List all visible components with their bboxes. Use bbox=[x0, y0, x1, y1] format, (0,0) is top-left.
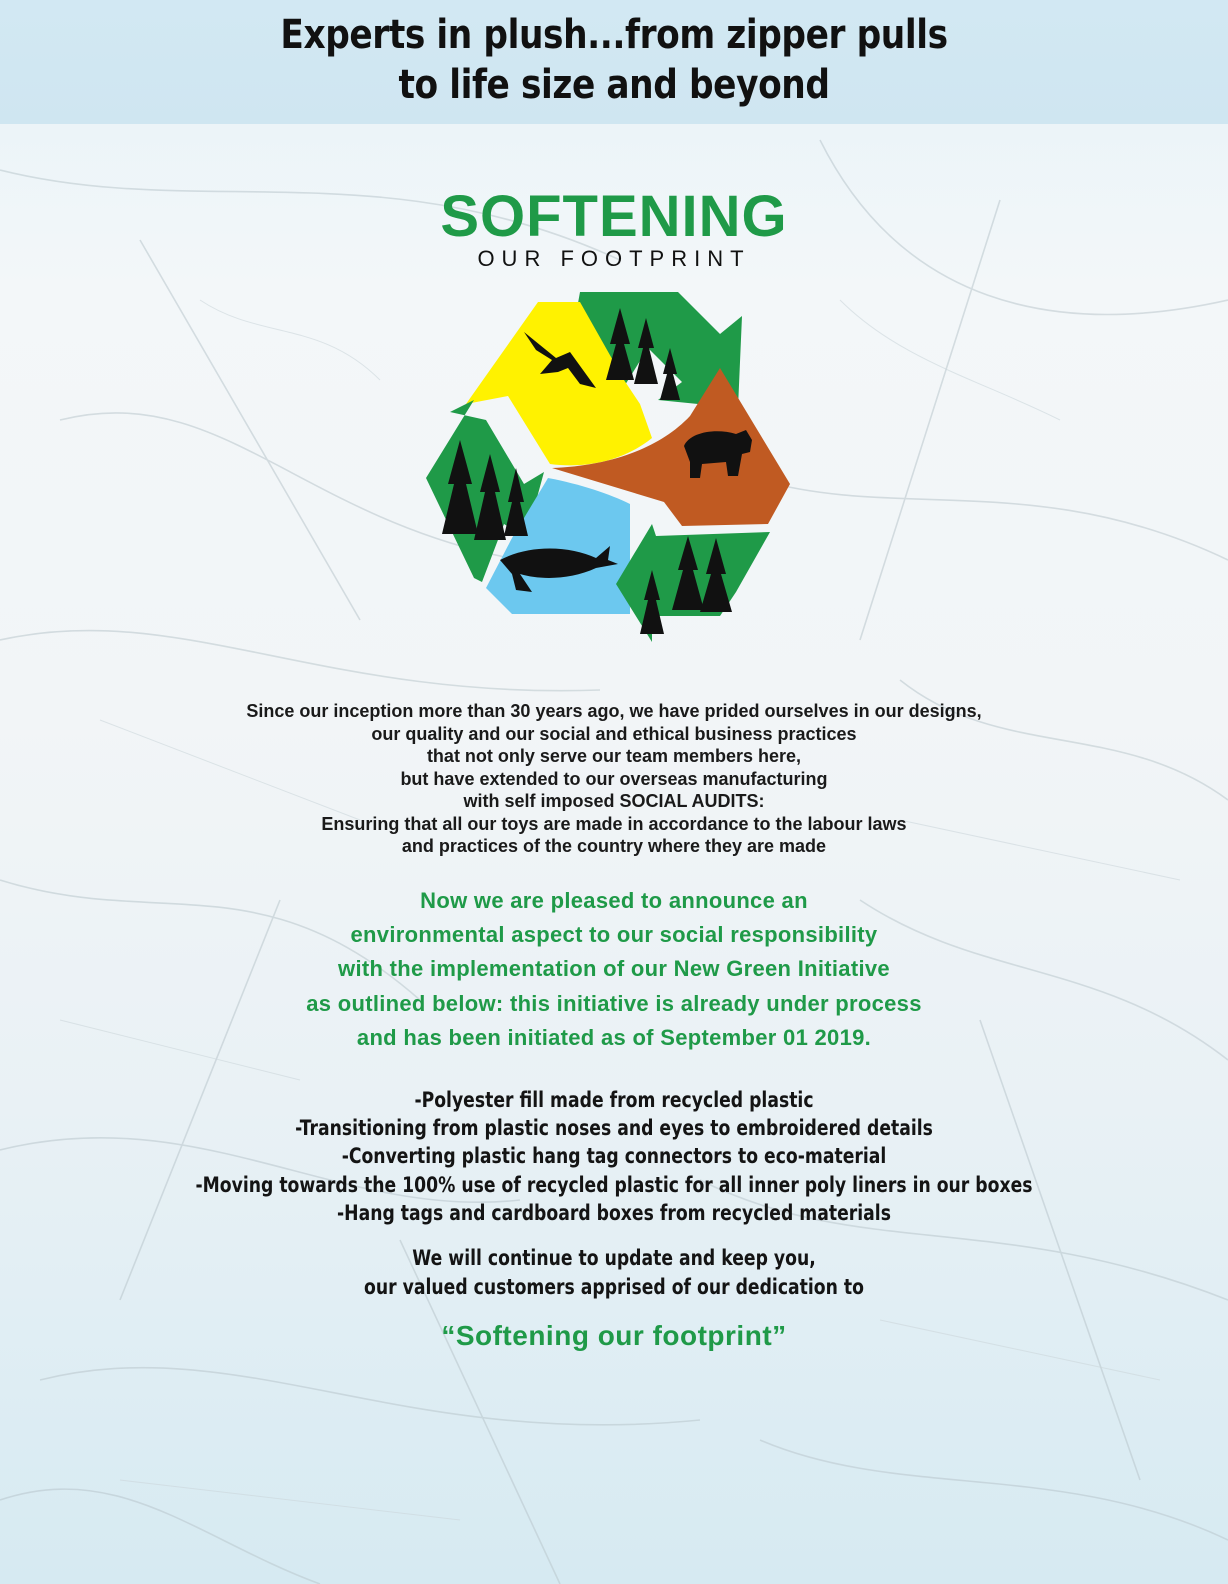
announcement-line: and has been initiated as of September 01 2019. bbox=[356, 1024, 872, 1050]
intro-paragraph bbox=[0, 700, 1228, 858]
headline bbox=[86, 10, 1142, 110]
closing-line-1: We will continue to update and keep you, bbox=[412, 1246, 816, 1270]
intro-line: our quality and our social and ethical business practices bbox=[371, 723, 857, 744]
tagline: “Softening our footprint” bbox=[441, 1320, 787, 1351]
headline-line-2: to life size and beyond bbox=[398, 62, 830, 108]
announcement-line: as outlined below: this initiative is already under process bbox=[306, 990, 922, 1016]
announcement-line: environmental aspect to our social responsibility bbox=[350, 922, 878, 948]
initiative-item: -Hang tags and cardboard boxes from recycled materials bbox=[337, 1200, 891, 1225]
green-initiative-announcement bbox=[0, 884, 1228, 1055]
initiative-item: -Converting plastic hang tag connectors to eco-material bbox=[341, 1144, 887, 1169]
intro-line: that not only serve our team members here, bbox=[426, 746, 802, 766]
intro-line: Since our inception more than 30 years ago, we have prided ourselves in our designs, bbox=[246, 701, 982, 721]
initiative-item: -Polyester fill made from recycled plastic bbox=[414, 1088, 814, 1112]
closing-statement bbox=[111, 1244, 1118, 1302]
announcement-line: with the implementation of our New Green Initiative bbox=[338, 956, 890, 982]
closing-line-2: our valued customers apprised of our dedication to bbox=[364, 1275, 864, 1299]
announcement-line: Now we are pleased to announce an bbox=[420, 888, 808, 913]
intro-line: and practices of the country where they are made bbox=[401, 836, 827, 856]
initiatives-list bbox=[111, 1086, 1118, 1227]
recycle-nature-icon bbox=[420, 288, 800, 648]
intro-line: with self imposed SOCIAL AUDITS: bbox=[463, 791, 765, 811]
intro-line: but have extended to our overseas manufacturing bbox=[400, 768, 828, 789]
intro-line: Ensuring that all our toys are made in accordance to the labour laws bbox=[321, 813, 907, 834]
logo-subtitle: OUR FOOTPRINT bbox=[477, 246, 751, 271]
initiative-item: -Transitioning from plastic noses and eyes to embroidered details bbox=[295, 1116, 933, 1141]
headline-line-1: Experts in plush...from zipper pulls bbox=[280, 12, 948, 58]
logo-title: SOFTENING bbox=[440, 184, 788, 249]
initiative-item: -Moving towards the 100% use of recycled plastic for all inner poly liners in our boxes bbox=[195, 1172, 1033, 1197]
